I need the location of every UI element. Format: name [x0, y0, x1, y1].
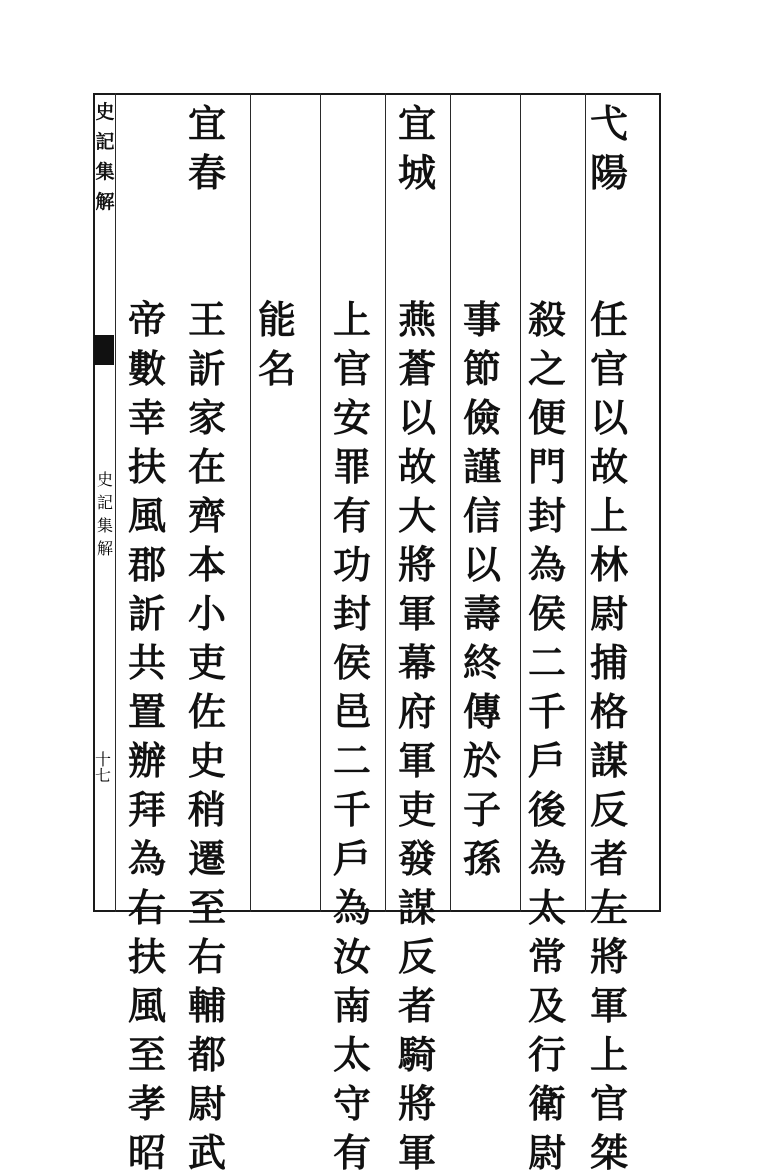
column-8-char: 昭 [127, 1130, 166, 1175]
column-8-char: 右 [127, 885, 166, 930]
column-4-char: 反 [397, 934, 436, 979]
page-number [94, 750, 116, 785]
column-5-char: 太 [332, 1032, 371, 1077]
column-1-char: 反 [589, 787, 628, 832]
column-4-char: 發 [397, 836, 436, 881]
column-4-char: 蒼 [397, 346, 436, 391]
column-8-char: 扶 [127, 444, 166, 489]
column-rule [385, 93, 386, 912]
column-7-char: 家 [187, 395, 226, 440]
column-3-char [460, 102, 504, 146]
column-2-char: 太 [527, 885, 566, 930]
column-6 [250, 102, 304, 391]
column-1-char: 謀 [589, 738, 628, 783]
column-4-char: 謀 [397, 885, 436, 930]
column-7-char: 尉 [187, 1081, 226, 1126]
column-5-char: 二 [332, 738, 371, 783]
column-1-char: 官 [589, 346, 628, 391]
column-5-char: 封 [332, 591, 371, 636]
column-1-char: 以 [589, 395, 628, 440]
column-7-char: 春 [187, 150, 226, 195]
column-6-char [255, 200, 299, 244]
column-5-char: 為 [332, 885, 371, 930]
column-2-char: 及 [527, 983, 566, 1028]
column-3-char: 謹 [462, 444, 501, 489]
column-1-char: 桀 [589, 1130, 628, 1175]
column-rule [450, 93, 451, 912]
column-2-char: 為 [527, 836, 566, 881]
annotation-char: 集 [96, 516, 113, 535]
column-8 [120, 102, 174, 1175]
column-8-char [125, 200, 169, 244]
column-8-char: 扶 [127, 934, 166, 979]
column-2-char [525, 249, 569, 293]
column-3-char [460, 200, 504, 244]
column-7-char: 佐 [187, 689, 226, 734]
column-4-char: 軍 [397, 591, 436, 636]
column-5-char: 官 [332, 346, 371, 391]
column-6-char: 名 [257, 346, 296, 391]
annotation-char: 史 [96, 470, 113, 489]
column-5-char: 汝 [332, 934, 371, 979]
column-4-char [395, 200, 439, 244]
column-1-char [587, 200, 631, 244]
column-5-char: 侯 [332, 640, 371, 685]
column-3-char [460, 249, 504, 293]
column-7-char: 訢 [187, 346, 226, 391]
column-7-char: 輔 [187, 983, 226, 1028]
column-1-char: 捕 [589, 640, 628, 685]
column-5-char: 上 [332, 297, 371, 342]
column-7-char: 武 [187, 1130, 226, 1175]
column-7-char: 小 [187, 591, 226, 636]
column-2-char: 行 [527, 1032, 566, 1077]
column-7 [180, 102, 234, 1175]
column-5-char: 千 [332, 787, 371, 832]
column-3-char: 終 [462, 640, 501, 685]
column-5-char: 有 [332, 493, 371, 538]
column-4 [390, 102, 444, 1175]
column-8-char: 風 [127, 983, 166, 1028]
column-1-char: 故 [589, 444, 628, 489]
column-2-char [525, 102, 569, 146]
column-2-char [525, 151, 569, 195]
column-7-char: 史 [187, 738, 226, 783]
column-3-char: 節 [462, 346, 501, 391]
column-6-char: 能 [257, 297, 296, 342]
column-8-char: 風 [127, 493, 166, 538]
column-5-char [330, 249, 374, 293]
column-3 [455, 102, 509, 881]
column-1 [582, 102, 636, 1175]
column-6-char [255, 151, 299, 195]
column-5-char: 有 [332, 1130, 371, 1175]
column-1-char: 林 [589, 542, 628, 587]
column-4-char: 城 [397, 150, 436, 195]
column-6-char [255, 102, 299, 146]
column-3-char: 事 [462, 297, 501, 342]
column-1-char [587, 249, 631, 293]
column-3-char: 於 [462, 738, 501, 783]
column-5-char: 功 [332, 542, 371, 587]
column-3-char: 信 [462, 493, 501, 538]
column-3-char: 壽 [462, 591, 501, 636]
margin-title-char: 記 [95, 130, 115, 153]
column-8-char: 數 [127, 346, 166, 391]
column-4-char: 將 [397, 542, 436, 587]
column-7-char [185, 200, 229, 244]
column-5-char [330, 200, 374, 244]
column-5-char: 安 [332, 395, 371, 440]
column-1-char: 格 [589, 689, 628, 734]
column-8-char [125, 249, 169, 293]
column-8-char [125, 151, 169, 195]
column-rule [320, 93, 321, 912]
column-2-char: 後 [527, 787, 566, 832]
column-5-char: 罪 [332, 444, 371, 489]
column-1-char: 軍 [589, 983, 628, 1028]
column-4-char: 幕 [397, 640, 436, 685]
column-2-char [525, 200, 569, 244]
column-7-char: 本 [187, 542, 226, 587]
column-4-char: 燕 [397, 297, 436, 342]
column-2-char: 封 [527, 493, 566, 538]
column-5-char: 南 [332, 983, 371, 1028]
column-8-char: 置 [127, 689, 166, 734]
column-7-char: 都 [187, 1032, 226, 1077]
column-2-char: 殺 [527, 297, 566, 342]
column-2-char: 便 [527, 395, 566, 440]
column-4-char: 軍 [397, 738, 436, 783]
column-4-char: 吏 [397, 787, 436, 832]
margin-title-char: 集 [95, 160, 115, 183]
annotation-char: 解 [96, 539, 113, 558]
column-7-char: 宜 [187, 101, 226, 146]
margin-title-char: 解 [95, 190, 115, 213]
column-2-char: 侯 [527, 591, 566, 636]
column-2-char: 尉 [527, 1130, 566, 1175]
column-2-char: 千 [527, 689, 566, 734]
column-1-char: 將 [589, 934, 628, 979]
column-3-char: 子 [462, 787, 501, 832]
column-1-char: 弋 [589, 101, 628, 146]
column-7-char: 稍 [187, 787, 226, 832]
column-7-char [185, 249, 229, 293]
page-number-text: 十七 [95, 750, 112, 785]
column-1-char: 任 [589, 297, 628, 342]
column-3-char: 儉 [462, 395, 501, 440]
column-2-char: 門 [527, 444, 566, 489]
column-4-char: 故 [397, 444, 436, 489]
column-4-char [395, 249, 439, 293]
column-4-char: 府 [397, 689, 436, 734]
column-7-char: 王 [187, 297, 226, 342]
column-6-char [255, 249, 299, 293]
column-8-char: 拜 [127, 787, 166, 832]
column-2-char: 二 [527, 640, 566, 685]
column-8-char: 辦 [127, 738, 166, 783]
column-8-char: 孝 [127, 1081, 166, 1126]
column-5-char [330, 102, 374, 146]
column-7-char: 右 [187, 934, 226, 979]
column-2-char: 衛 [527, 1081, 566, 1126]
column-5-char: 戶 [332, 836, 371, 881]
column-5-char: 守 [332, 1081, 371, 1126]
column-4-char: 大 [397, 493, 436, 538]
margin-title [94, 100, 116, 214]
column-2 [520, 102, 574, 1175]
column-7-char: 至 [187, 885, 226, 930]
column-8-char: 幸 [127, 395, 166, 440]
column-5 [325, 102, 379, 1175]
column-4-char: 騎 [397, 1032, 436, 1077]
column-8-char: 帝 [127, 297, 166, 342]
column-8-char: 為 [127, 836, 166, 881]
column-3-char: 傳 [462, 689, 501, 734]
column-7-char: 吏 [187, 640, 226, 685]
column-7-char: 在 [187, 444, 226, 489]
column-8-char: 共 [127, 640, 166, 685]
column-8-char: 郡 [127, 542, 166, 587]
column-2-char: 戶 [527, 738, 566, 783]
column-1-char: 陽 [589, 150, 628, 195]
column-7-char: 齊 [187, 493, 226, 538]
column-2-char: 之 [527, 346, 566, 391]
annotation-char: 記 [96, 493, 113, 512]
column-8-char [125, 102, 169, 146]
column-5-char [330, 151, 374, 195]
column-5-char: 邑 [332, 689, 371, 734]
column-2-char: 常 [527, 934, 566, 979]
column-3-char [460, 151, 504, 195]
column-2-char: 為 [527, 542, 566, 587]
column-4-char: 以 [397, 395, 436, 440]
column-1-char: 上 [589, 1032, 628, 1077]
margin-black-mark [94, 335, 114, 365]
column-3-char: 孫 [462, 836, 501, 881]
column-4-char: 軍 [397, 1130, 436, 1175]
column-8-char: 訢 [127, 591, 166, 636]
column-8-char: 至 [127, 1032, 166, 1077]
column-7-char: 遷 [187, 836, 226, 881]
column-4-char: 者 [397, 983, 436, 1028]
column-3-char: 以 [462, 542, 501, 587]
column-1-char: 左 [589, 885, 628, 930]
column-1-char: 尉 [589, 591, 628, 636]
column-4-char: 宜 [397, 101, 436, 146]
margin-title-char: 史 [95, 100, 115, 123]
margin-annotation [94, 470, 116, 559]
column-4-char: 將 [397, 1081, 436, 1126]
column-1-char: 者 [589, 836, 628, 881]
column-1-char: 上 [589, 493, 628, 538]
column-1-char: 官 [589, 1081, 628, 1126]
